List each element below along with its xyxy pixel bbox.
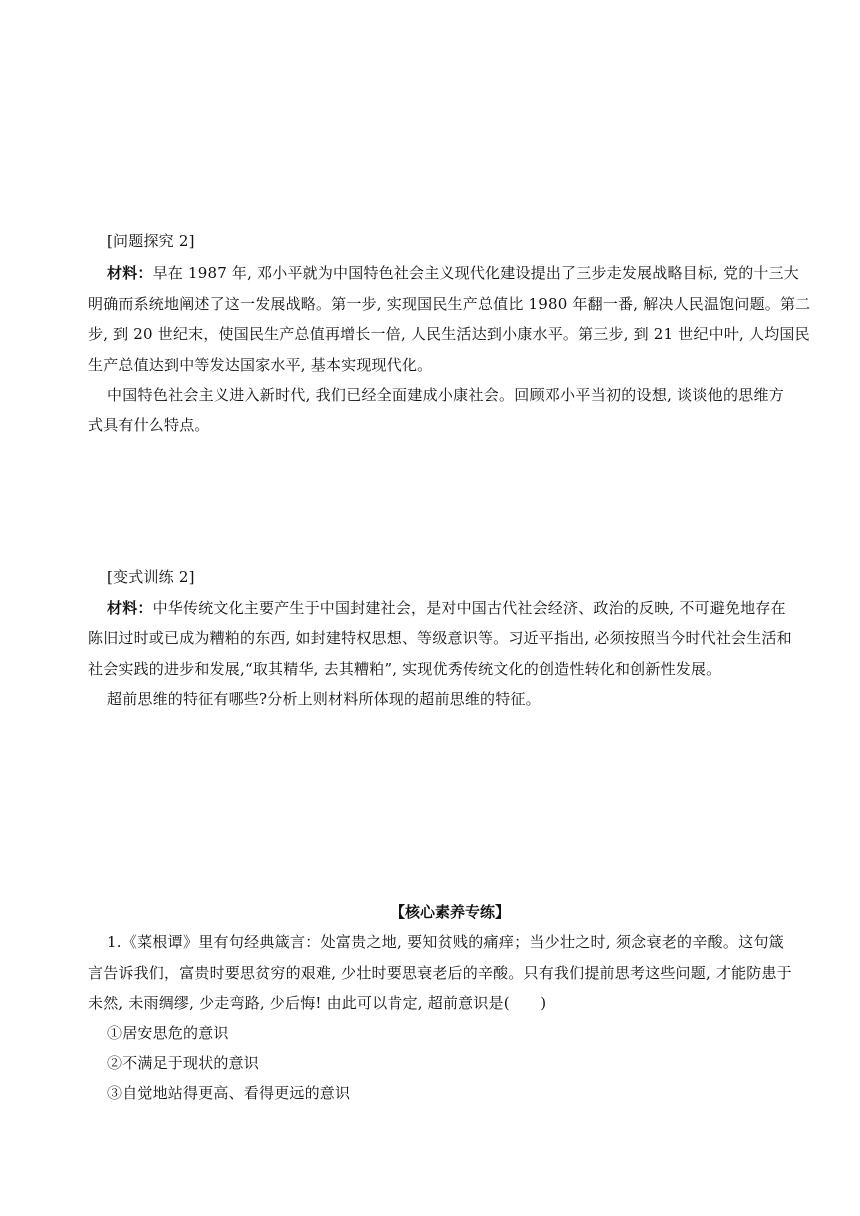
section1-material-text-1: 早在 1987 年, 邓小平就为中国特色社会主义现代化建设提出了三步走发展战略目标, 党的十三大 xyxy=(152,264,799,282)
section1-material-line-1 xyxy=(107,263,799,283)
section2-material-text-1: 中华传统文化主要产生于中国封建社会，是对中国古代社会经济、政治的反映, 不可避免地存在 xyxy=(152,599,786,617)
section2-material-line-1 xyxy=(107,598,784,618)
section1-material-line-2: 明确而系统地阐述了这一发展战略。第一步, 实现国民生产总值比 1980 年翻一番, 解决人民温饱问题。第二 xyxy=(88,295,811,313)
q1-option-3: ③自觉地站得更高、看得更远的意识 xyxy=(107,1084,351,1102)
q1-line-1: 1.《菜根谭》里有句经典箴言：处富贵之地, 要知贫贱的痛痒；当少壮之时, 须念衰老的辛酸。这句箴 xyxy=(107,933,784,951)
q1-line-2: 言告诉我们，富贵时要思贫穷的艰难, 少壮时要思衰老后的辛酸。只有我们提前思考这些问题, 才能防患于 xyxy=(88,964,792,982)
section2-material-line-3: 社会实践的进步和发展,“取其精华, 去其糟粕”, 实现优秀传统文化的创造性转化和创新性发展。 xyxy=(88,660,722,678)
section1-material-line-4: 生产总值达到中等发达国家水平, 基本实现现代化。 xyxy=(88,356,433,374)
q1-option-1: ①居安思危的意识 xyxy=(107,1024,229,1042)
section1-question-line-1: 中国特色社会主义进入新时代, 我们已经全面建成小康社会。回顾邓小平当初的设想, 谈谈他的思维方 xyxy=(107,386,784,404)
section1-question-line-2: 式具有什么特点。 xyxy=(88,416,210,434)
section2-heading: [变式训练 2] xyxy=(107,568,195,586)
section1-material-label: 材料： xyxy=(107,264,153,282)
core-practice-title: 【核心素养专练】 xyxy=(389,903,510,921)
q1-option-2: ②不满足于现状的意识 xyxy=(107,1054,260,1072)
section2-material-line-2: 陈旧过时或已成为糟粕的东西, 如封建特权思想、等级意识等。习近平指出, 必须按照当今时代社会生活和 xyxy=(88,629,792,647)
section1-material-line-3: 步, 到 20 世纪末，使国民生产总值再增长一倍, 人民生活达到小康水平。第三步, 到 21 世纪中叶, 人均国民 xyxy=(88,325,810,343)
section1-heading: [问题探究 2] xyxy=(107,232,195,250)
section2-question: 超前思维的特征有哪些?分析上则材料所体现的超前思维的特征。 xyxy=(107,690,541,708)
q1-line-3: 未然, 未雨绸缪, 少走弯路, 少后悔! 由此可以肯定, 超前意识是( ) xyxy=(88,994,547,1012)
section2-material-label: 材料： xyxy=(107,599,153,617)
